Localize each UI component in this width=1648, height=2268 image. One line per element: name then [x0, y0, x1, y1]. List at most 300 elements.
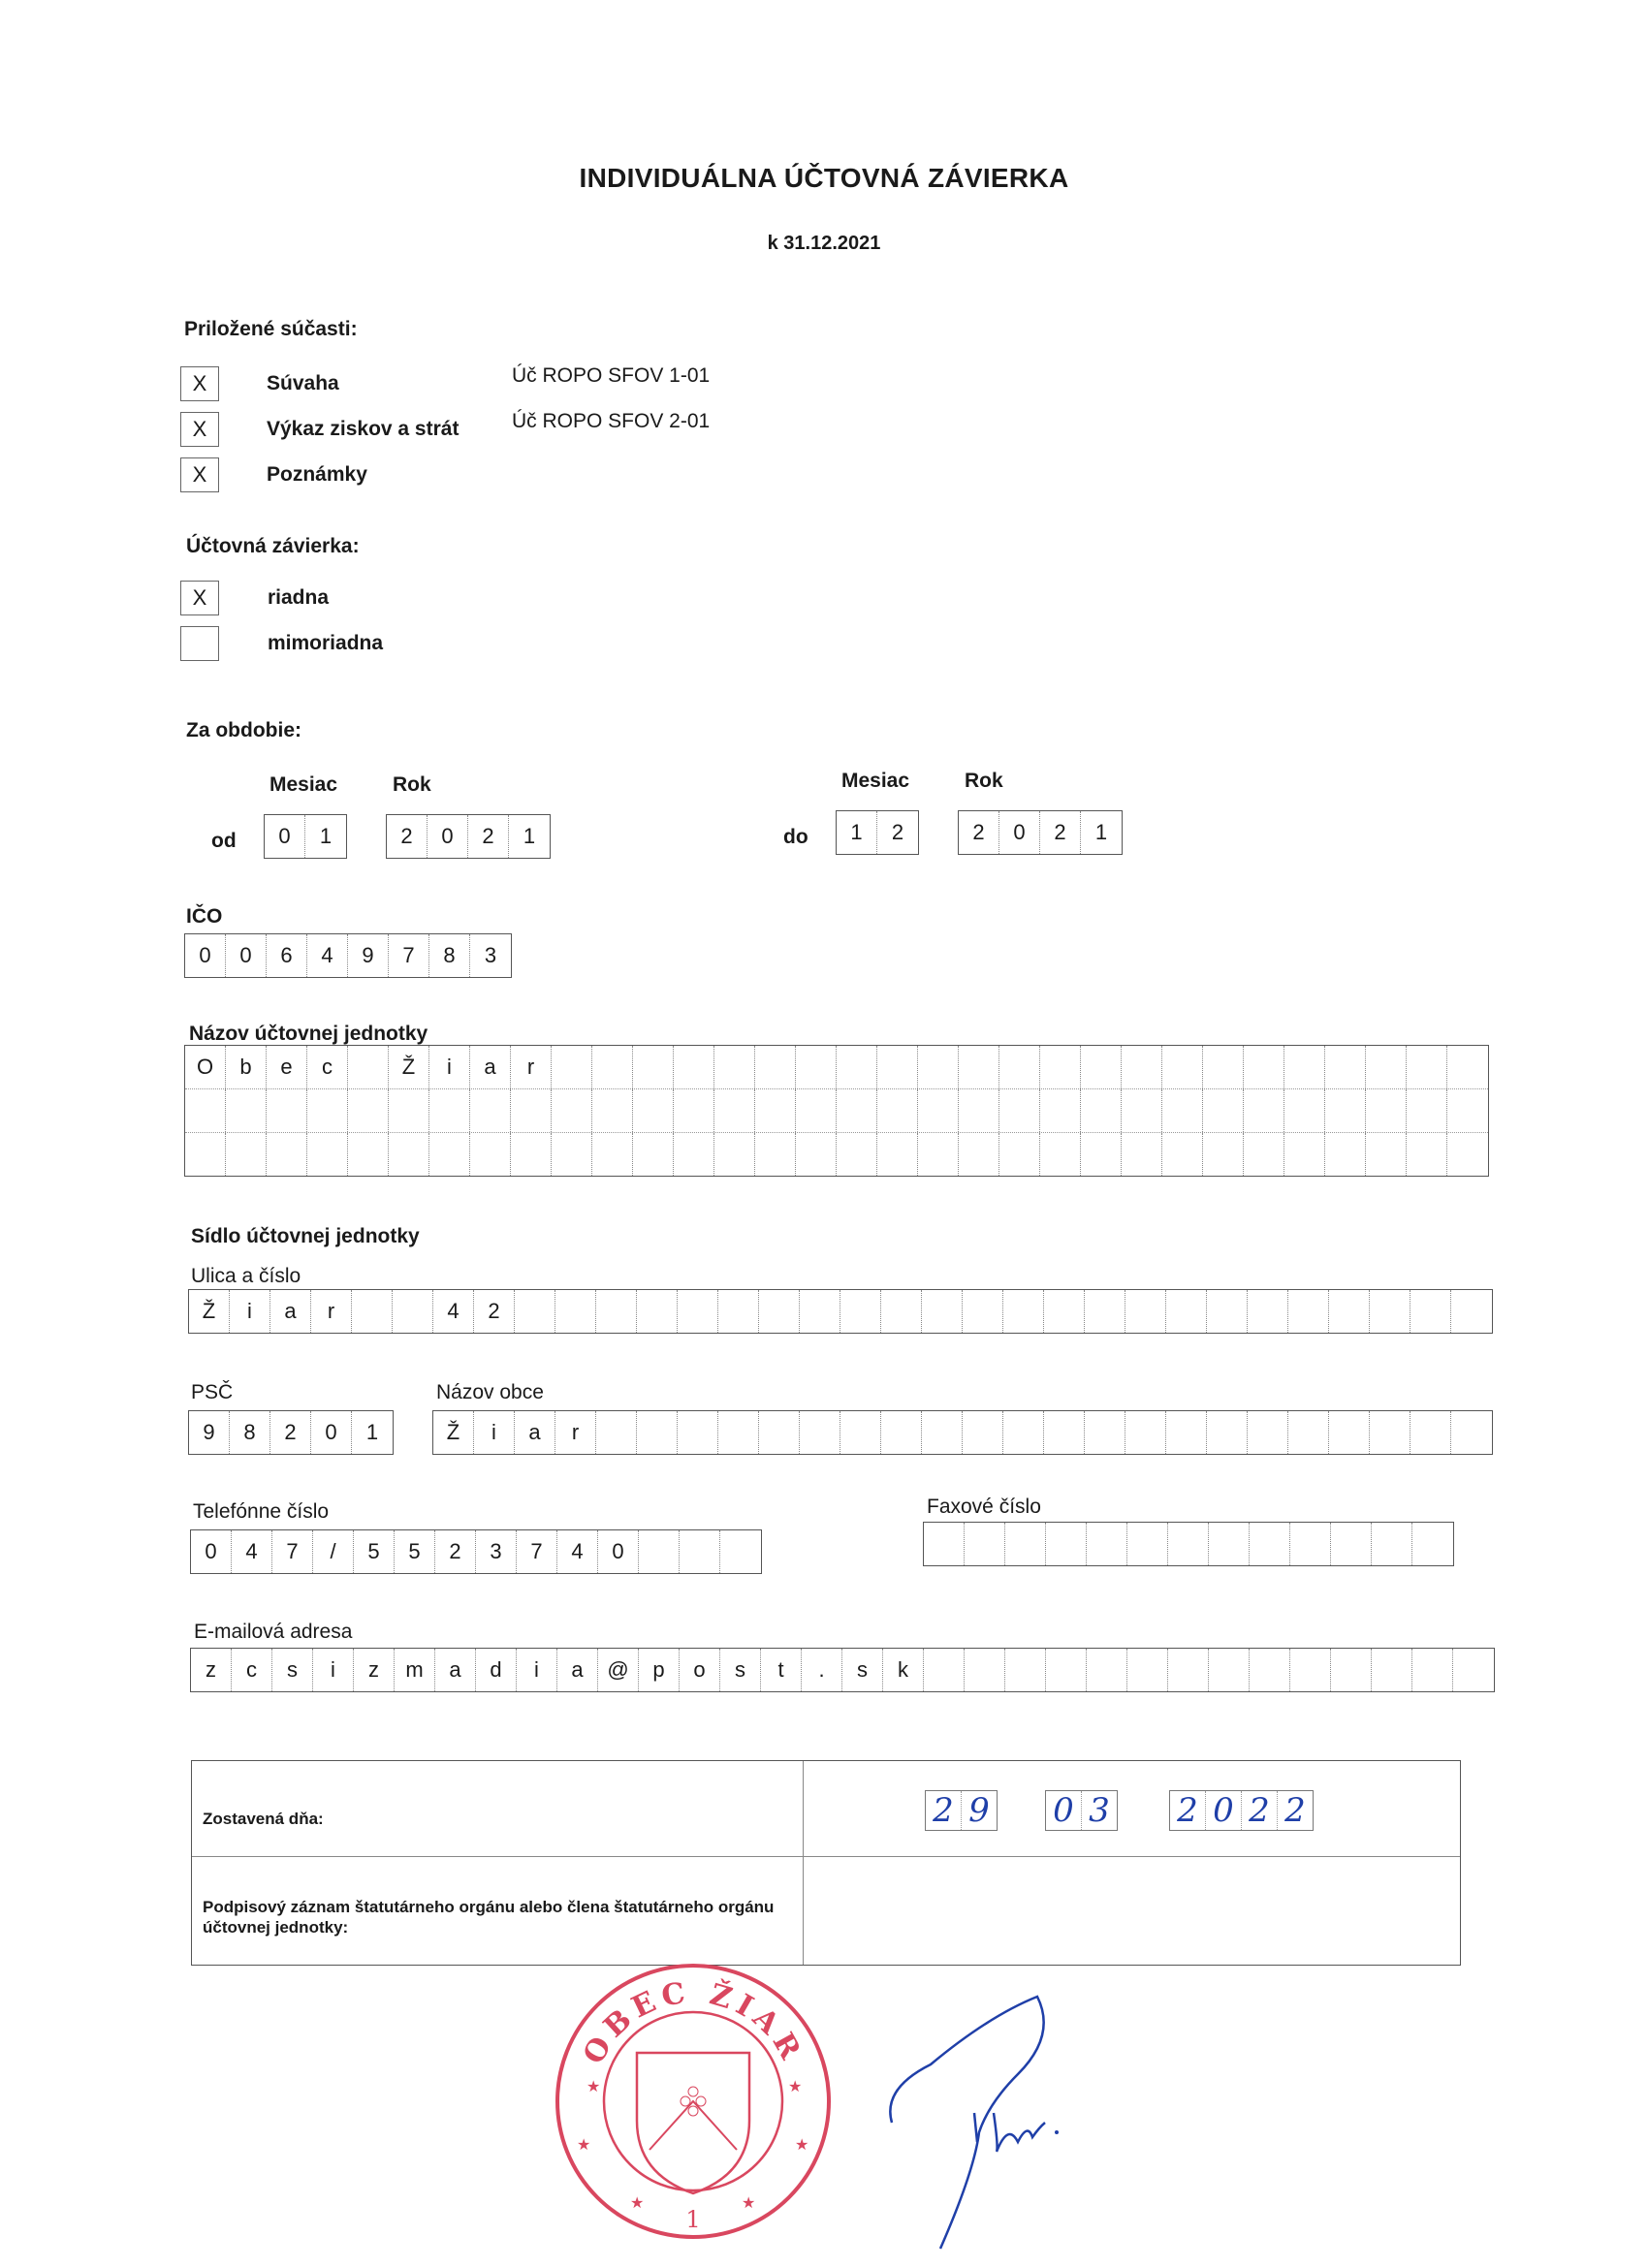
- char-cell: [1325, 1046, 1366, 1088]
- char-cell: [800, 1411, 840, 1454]
- char-cell: [1410, 1411, 1451, 1454]
- char-cell: [1372, 1649, 1412, 1691]
- char-cell: [1284, 1046, 1325, 1088]
- char-cell: [959, 1089, 999, 1132]
- char-cell: [837, 1046, 877, 1088]
- char-cell: [1085, 1290, 1125, 1333]
- char-cell: [1046, 1523, 1087, 1565]
- star-icon: ★: [742, 2195, 756, 2212]
- char-cell: [1081, 1133, 1122, 1176]
- psc-label: PSČ: [191, 1381, 234, 1403]
- char-cell: [1244, 1089, 1284, 1132]
- char-cell: a: [557, 1649, 598, 1691]
- char-cell: e: [267, 1046, 307, 1088]
- char-cell: 1: [319, 824, 333, 848]
- char-cell: [1081, 1046, 1122, 1088]
- char-cell: c: [232, 1649, 272, 1691]
- char-cell: [592, 1133, 633, 1176]
- ico-label: IČO: [186, 905, 223, 928]
- ico-field[interactable]: [184, 933, 512, 978]
- char-cell: 4: [433, 1290, 474, 1333]
- char-cell: [1040, 1133, 1081, 1176]
- char-cell: [1410, 1290, 1451, 1333]
- char-cell: a: [270, 1290, 311, 1333]
- attachment-name: Poznámky: [267, 463, 367, 486]
- char-cell: 4: [232, 1530, 272, 1573]
- fax-field[interactable]: [923, 1522, 1454, 1566]
- char-cell: [837, 1133, 877, 1176]
- signature-label: Podpisový záznam štatutárneho orgánu alebo člena štatutárneho orgánu účtovnej jednotky:: [203, 1898, 775, 1937]
- char-cell: [1207, 1411, 1248, 1454]
- char-cell: [1040, 1046, 1081, 1088]
- char-cell: [718, 1411, 759, 1454]
- char-cell: [1290, 1649, 1331, 1691]
- char-cell: [633, 1133, 674, 1176]
- statement-type-checkbox[interactable]: X: [180, 581, 219, 615]
- char-cell: [674, 1133, 714, 1176]
- handwritten-digit: 2: [1170, 1791, 1206, 1830]
- char-cell: /: [313, 1530, 354, 1573]
- char-cell: b: [226, 1046, 267, 1088]
- unit-name-field[interactable]: [184, 1045, 1489, 1177]
- char-cell: [1451, 1290, 1492, 1333]
- char-cell: [1407, 1089, 1447, 1132]
- attachment-checkbox[interactable]: X: [180, 412, 219, 447]
- char-cell: [840, 1411, 881, 1454]
- char-cell: Ž: [189, 1290, 230, 1333]
- char-cell: 8: [429, 934, 470, 977]
- compiled-day-field[interactable]: [925, 1790, 998, 1831]
- char-cell: [1087, 1523, 1127, 1565]
- char-cell: [678, 1411, 718, 1454]
- handwritten-digit: 0: [1046, 1791, 1082, 1830]
- to-month-label: Mesiac: [841, 770, 910, 792]
- attachment-code: Úč ROPO SFOV 2-01: [512, 410, 711, 432]
- handwritten-digit: 2: [1284, 1791, 1306, 1830]
- char-cell: [1453, 1649, 1494, 1691]
- char-cell: z: [191, 1649, 232, 1691]
- char-cell: [718, 1290, 759, 1333]
- char-cell: 0: [598, 1530, 639, 1573]
- statement-type-name: riadna: [268, 586, 330, 609]
- char-cell: [393, 1290, 433, 1333]
- star-icon: ★: [795, 2137, 809, 2154]
- char-cell: [1005, 1523, 1046, 1565]
- char-cell: [633, 1089, 674, 1132]
- char-cell: 7: [389, 934, 429, 977]
- char-cell: [592, 1046, 633, 1088]
- table-divider: [803, 1761, 804, 1965]
- char-cell: a: [470, 1046, 511, 1088]
- char-cell: p: [639, 1649, 680, 1691]
- char-cell: [307, 1133, 348, 1176]
- char-cell: 7: [517, 1530, 557, 1573]
- char-cell: [1372, 1523, 1412, 1565]
- char-cell: [1250, 1649, 1290, 1691]
- char-cell: [515, 1290, 555, 1333]
- char-cell: [924, 1649, 965, 1691]
- attachments-label: Priložené súčasti:: [184, 318, 358, 340]
- city-field[interactable]: [432, 1410, 1493, 1455]
- char-cell: [1248, 1290, 1288, 1333]
- psc-field[interactable]: [188, 1410, 394, 1455]
- stamp-text: OBEC ŽIAR: [576, 1975, 810, 2070]
- char-cell: [999, 1133, 1040, 1176]
- char-cell: [1284, 1133, 1325, 1176]
- char-cell: [924, 1523, 965, 1565]
- char-cell: [1122, 1133, 1162, 1176]
- char-cell: [1087, 1649, 1127, 1691]
- char-cell: [755, 1133, 796, 1176]
- char-cell: 0: [185, 934, 226, 977]
- char-cell: a: [515, 1411, 555, 1454]
- fax-label: Faxové číslo: [927, 1496, 1041, 1518]
- char-cell: i: [429, 1046, 470, 1088]
- char-cell: z: [354, 1649, 395, 1691]
- char-cell: 2: [387, 815, 428, 858]
- char-cell: 2: [891, 820, 904, 844]
- char-cell: Ž: [433, 1411, 474, 1454]
- char-cell: [918, 1046, 959, 1088]
- handwritten-digit: 3: [1089, 1791, 1110, 1830]
- char-cell: 0: [265, 815, 305, 858]
- char-cell: [922, 1411, 963, 1454]
- char-cell: 0: [428, 815, 468, 858]
- char-cell: 3: [484, 943, 497, 967]
- char-cell: [755, 1046, 796, 1088]
- char-cell: [1085, 1411, 1125, 1454]
- from-label: od: [211, 830, 237, 852]
- attachment-checkbox[interactable]: X: [180, 457, 219, 492]
- document-title: INDIVIDUÁLNA ÚČTOVNÁ ZÁVIERKA: [579, 163, 1069, 193]
- char-cell: [999, 1046, 1040, 1088]
- char-cell: m: [395, 1649, 435, 1691]
- char-cell: [680, 1530, 720, 1573]
- char-cell: [759, 1411, 800, 1454]
- char-cell: 4: [557, 1530, 598, 1573]
- char-cell: [918, 1133, 959, 1176]
- char-cell: [1284, 1089, 1325, 1132]
- char-cell: [1290, 1523, 1331, 1565]
- char-cell: [999, 1089, 1040, 1132]
- char-cell: [965, 1523, 1005, 1565]
- char-cell: [877, 1133, 918, 1176]
- char-cell: [1162, 1133, 1203, 1176]
- char-cell: [637, 1411, 678, 1454]
- char-cell: [881, 1290, 922, 1333]
- char-cell: [1329, 1290, 1370, 1333]
- city-label: Názov obce: [436, 1381, 544, 1403]
- statement-type-name: mimoriadna: [268, 632, 384, 654]
- char-cell: [1122, 1046, 1162, 1088]
- char-cell: [1288, 1411, 1329, 1454]
- char-cell: [1331, 1523, 1372, 1565]
- char-cell: [1040, 1089, 1081, 1132]
- char-cell: [1370, 1290, 1410, 1333]
- unit-name-row: [185, 1133, 1488, 1176]
- char-cell: 6: [267, 934, 307, 977]
- char-cell: [1412, 1523, 1453, 1565]
- char-cell: 5: [395, 1530, 435, 1573]
- compiled-year-field[interactable]: [1169, 1790, 1314, 1831]
- char-cell: 9: [348, 934, 389, 977]
- char-cell: 0: [226, 934, 267, 977]
- char-cell: [1366, 1089, 1407, 1132]
- char-cell: o: [680, 1649, 720, 1691]
- char-cell: [1244, 1046, 1284, 1088]
- char-cell: [1162, 1046, 1203, 1088]
- char-cell: [720, 1530, 761, 1573]
- char-cell: @: [598, 1649, 639, 1691]
- unit-name-row: [185, 1046, 1488, 1089]
- char-cell: [877, 1046, 918, 1088]
- period-label: Za obdobie:: [186, 719, 301, 741]
- char-cell: 0: [999, 811, 1040, 854]
- handwritten-signature: [872, 1977, 1125, 2268]
- char-cell: [639, 1530, 680, 1573]
- to-year-field[interactable]: [958, 810, 1123, 855]
- char-cell: [226, 1133, 267, 1176]
- char-cell: [1209, 1649, 1250, 1691]
- char-cell: [837, 1089, 877, 1132]
- shield-chevron: [650, 2101, 737, 2150]
- char-cell: [307, 1089, 348, 1132]
- char-cell: r: [511, 1046, 552, 1088]
- char-cell: [759, 1290, 800, 1333]
- from-month-label: Mesiac: [269, 773, 338, 796]
- char-cell: 0: [311, 1411, 352, 1454]
- handwritten-digit: 0: [1206, 1791, 1242, 1830]
- char-cell: [511, 1089, 552, 1132]
- from-year-label: Rok: [393, 773, 431, 796]
- handwritten-digit: 9: [968, 1791, 990, 1830]
- char-cell: c: [307, 1046, 348, 1088]
- attachment-name: Výkaz ziskov a strát: [267, 418, 460, 440]
- char-cell: k: [883, 1649, 924, 1691]
- phone-field[interactable]: [190, 1529, 762, 1574]
- char-cell: 1: [1094, 820, 1108, 844]
- char-cell: [1248, 1411, 1288, 1454]
- char-cell: [1331, 1649, 1372, 1691]
- char-cell: r: [311, 1290, 352, 1333]
- char-cell: [429, 1133, 470, 1176]
- phone-label: Telefónne číslo: [193, 1500, 330, 1523]
- char-cell: [796, 1089, 837, 1132]
- char-cell: [1081, 1089, 1122, 1132]
- char-cell: [267, 1089, 307, 1132]
- to-year-label: Rok: [965, 770, 1003, 792]
- from-month-field[interactable]: [264, 814, 347, 859]
- char-cell: [796, 1046, 837, 1088]
- stamp-number: 1: [685, 2206, 701, 2233]
- char-cell: 0: [191, 1530, 232, 1573]
- char-cell: [1203, 1133, 1244, 1176]
- to-month-field[interactable]: [836, 810, 919, 855]
- attachment-name: Súvaha: [267, 372, 339, 394]
- char-cell: [714, 1089, 755, 1132]
- char-cell: [1125, 1290, 1166, 1333]
- char-cell: r: [555, 1411, 596, 1454]
- char-cell: [678, 1290, 718, 1333]
- to-label: do: [783, 826, 808, 848]
- char-cell: [1003, 1290, 1044, 1333]
- char-cell: [1044, 1411, 1085, 1454]
- char-cell: [185, 1133, 226, 1176]
- char-cell: [1407, 1133, 1447, 1176]
- star-icon: ★: [577, 2137, 591, 2154]
- char-cell: O: [185, 1046, 226, 1088]
- char-cell: [429, 1089, 470, 1132]
- char-cell: [959, 1046, 999, 1088]
- char-cell: [881, 1411, 922, 1454]
- handwritten-digit: 2: [926, 1791, 962, 1830]
- char-cell: [840, 1290, 881, 1333]
- char-cell: [1412, 1649, 1453, 1691]
- email-label: E-mailová adresa: [194, 1621, 353, 1643]
- char-cell: [596, 1411, 637, 1454]
- char-cell: [1162, 1089, 1203, 1132]
- char-cell: [959, 1133, 999, 1176]
- char-cell: [185, 1089, 226, 1132]
- char-cell: s: [272, 1649, 313, 1691]
- char-cell: [1209, 1523, 1250, 1565]
- attachment-code: Úč ROPO SFOV 1-01: [512, 364, 711, 387]
- handwritten-digit: 2: [1242, 1791, 1278, 1830]
- char-cell: 9: [189, 1411, 230, 1454]
- char-cell: [1203, 1046, 1244, 1088]
- char-cell: 5: [354, 1530, 395, 1573]
- email-field[interactable]: [190, 1648, 1495, 1692]
- char-cell: 2: [270, 1411, 311, 1454]
- char-cell: [1370, 1411, 1410, 1454]
- char-cell: [922, 1290, 963, 1333]
- street-label: Ulica a číslo: [191, 1265, 301, 1287]
- statement-type-checkbox[interactable]: [180, 626, 219, 661]
- char-cell: a: [435, 1649, 476, 1691]
- char-cell: [1003, 1411, 1044, 1454]
- char-cell: [1005, 1649, 1046, 1691]
- char-cell: [674, 1046, 714, 1088]
- char-cell: 8: [230, 1411, 270, 1454]
- char-cell: s: [720, 1649, 761, 1691]
- char-cell: 2: [474, 1290, 515, 1333]
- char-cell: [1288, 1290, 1329, 1333]
- char-cell: [1329, 1411, 1370, 1454]
- char-cell: [800, 1290, 840, 1333]
- char-cell: [1168, 1649, 1209, 1691]
- char-cell: [755, 1089, 796, 1132]
- char-cell: [1250, 1523, 1290, 1565]
- char-cell: 2: [959, 811, 999, 854]
- char-cell: [348, 1046, 389, 1088]
- char-cell: 1: [837, 811, 877, 854]
- char-cell: [796, 1133, 837, 1176]
- char-cell: [1366, 1046, 1407, 1088]
- char-cell: [965, 1649, 1005, 1691]
- char-cell: t: [761, 1649, 802, 1691]
- seat-label: Sídlo účtovnej jednotky: [191, 1225, 420, 1247]
- unit-name-label: Názov účtovnej jednotky: [189, 1023, 428, 1045]
- char-cell: [1325, 1133, 1366, 1176]
- char-cell: [1166, 1411, 1207, 1454]
- char-cell: [1325, 1089, 1366, 1132]
- char-cell: [1447, 1133, 1488, 1176]
- char-cell: [389, 1133, 429, 1176]
- char-cell: 1: [523, 824, 536, 848]
- char-cell: [877, 1089, 918, 1132]
- char-cell: [511, 1133, 552, 1176]
- unit-name-row: [185, 1089, 1488, 1133]
- char-cell: [1125, 1411, 1166, 1454]
- street-field[interactable]: [188, 1289, 1493, 1334]
- char-cell: [267, 1133, 307, 1176]
- char-cell: s: [842, 1649, 883, 1691]
- char-cell: i: [517, 1649, 557, 1691]
- char-cell: [555, 1290, 596, 1333]
- char-cell: [1122, 1089, 1162, 1132]
- char-cell: [1407, 1046, 1447, 1088]
- star-icon: ★: [788, 2079, 803, 2095]
- coat-of-arms-shield: [637, 2053, 749, 2193]
- char-cell: [963, 1411, 1003, 1454]
- char-cell: [633, 1046, 674, 1088]
- char-cell: 4: [307, 934, 348, 977]
- char-cell: d: [476, 1649, 517, 1691]
- char-cell: [348, 1089, 389, 1132]
- star-icon: ★: [630, 2195, 645, 2212]
- char-cell: [1046, 1649, 1087, 1691]
- char-cell: [348, 1133, 389, 1176]
- char-cell: [470, 1133, 511, 1176]
- char-cell: [714, 1133, 755, 1176]
- char-cell: Ž: [389, 1046, 429, 1088]
- attachment-checkbox[interactable]: X: [180, 366, 219, 401]
- char-cell: [592, 1089, 633, 1132]
- char-cell: [674, 1089, 714, 1132]
- char-cell: [226, 1089, 267, 1132]
- star-icon: ★: [586, 2079, 601, 2095]
- char-cell: 2: [468, 815, 509, 858]
- municipal-stamp: [548, 1956, 839, 2247]
- char-cell: [1451, 1411, 1492, 1454]
- char-cell: [470, 1089, 511, 1132]
- compiled-month-field[interactable]: [1045, 1790, 1118, 1831]
- char-cell: [1447, 1046, 1488, 1088]
- char-cell: [1127, 1523, 1168, 1565]
- char-cell: [552, 1089, 592, 1132]
- document-date: k 31.12.2021: [767, 233, 881, 254]
- char-cell: [963, 1290, 1003, 1333]
- char-cell: [918, 1089, 959, 1132]
- char-cell: [1244, 1133, 1284, 1176]
- char-cell: [1207, 1290, 1248, 1333]
- char-cell: .: [802, 1649, 842, 1691]
- char-cell: [1203, 1089, 1244, 1132]
- statement-type-label: Účtovná závierka:: [186, 535, 360, 557]
- compiled-label: Zostavená dňa:: [203, 1810, 324, 1828]
- char-cell: [637, 1290, 678, 1333]
- char-cell: 3: [476, 1530, 517, 1573]
- char-cell: [389, 1089, 429, 1132]
- char-cell: [596, 1290, 637, 1333]
- from-year-field[interactable]: [386, 814, 551, 859]
- char-cell: i: [313, 1649, 354, 1691]
- char-cell: 1: [365, 1420, 379, 1444]
- char-cell: 7: [272, 1530, 313, 1573]
- char-cell: 2: [1040, 811, 1081, 854]
- char-cell: [552, 1133, 592, 1176]
- char-cell: [1127, 1649, 1168, 1691]
